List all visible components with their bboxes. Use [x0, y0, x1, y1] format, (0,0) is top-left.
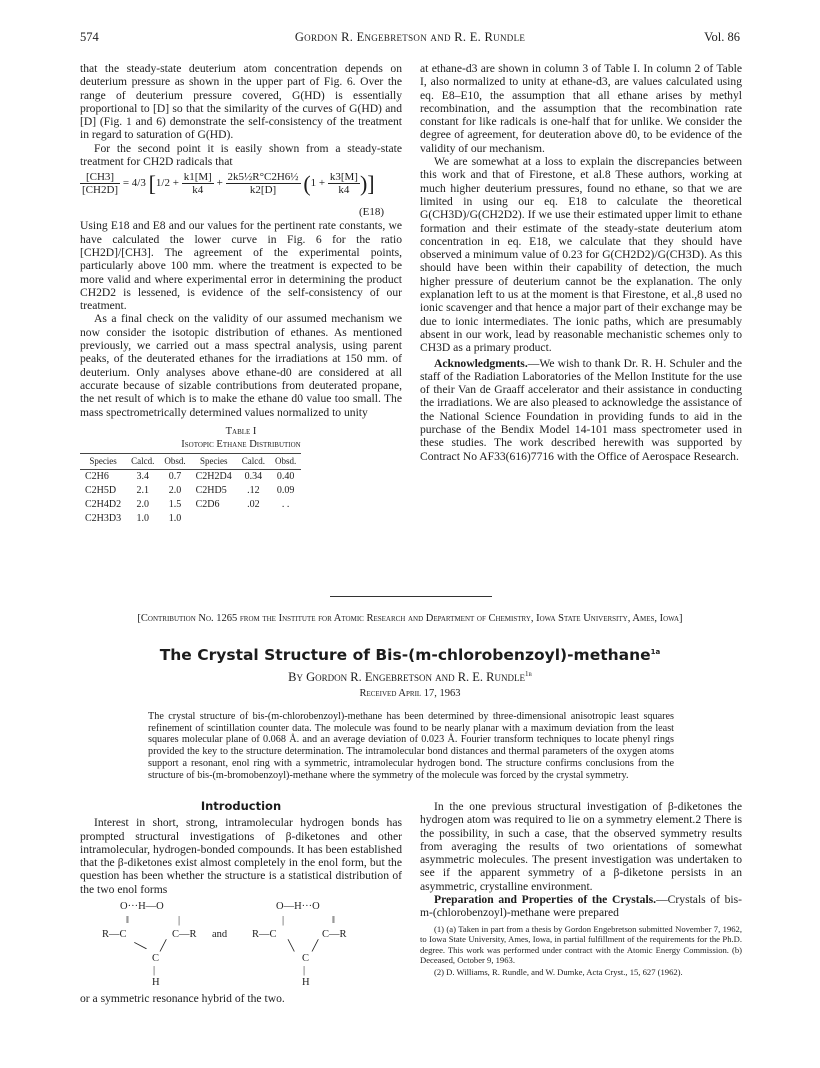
- intro-para-2: or a symmetric resonance hybrid of the two.: [80, 992, 285, 1006]
- volume-label: Vol. 86: [704, 30, 740, 44]
- left-column-top: [80, 62, 402, 526]
- page-number: 574: [80, 30, 99, 44]
- ack-text: —We wish to thank Dr. R. H. Schuler and the staff of the Radiation Laboratories of the Mellon Institute for the use of their Van de Graaff accelerator and their assistance in conducting the irradiations. We are also pleased to acknowledge the assistance of the National Science Foundation in providing funds to aid in the purchase of the Bendix Model 14-101 mass spectrometer used in these studies. The work described herewith was supported by Contract No AF33(616)7716 with the Office of Aerospace Research.: [420, 356, 742, 463]
- article-title: The Crystal Structure of Bis-(m-chlorobenzoyl)-methane$^{1a}$: [159, 646, 661, 664]
- intro-heading: Introduction: [200, 799, 282, 813]
- left-para-3: Using E18 and E8 and our values for the pertinent rate constants, we have calculated the lower curve in Fig. 6 for the ratio [CH2D]/[CH3]. The agreement of the experimental points, particularly above 100 mm. where the treatment is expected to be more valid and where experimental error in determining the product CH2D2 is lessened, is evidence of the self-consistency of our treatment.: [80, 219, 402, 313]
- equation-e18: $\frac{[CH3]}{[CH2D]}$ = 4/3 [1/2 + $\frac{k1[M]}{k4}$ + $\frac{\text{2k5½R°C2H6½}}{k2[D]}$ (1 + $\frac{k3[M]}{k4}$ )] (E18): [82, 171, 384, 219]
- right-column-bottom: [420, 800, 742, 978]
- article-byline: By Gordon R. Engebretson and R. E. Rundle$^{1b}$: [288, 670, 532, 685]
- left-para-1: that the steady-state deuterium atom concentration depends on deuterium pressure as shown in the upper part of Fig. 6. Over the range of deuterium pressure covered, G(HD) is essentially proportional to [D] so that the similarity of the curves of G(HD) and [D] (Fig. 1 and 6) demonstrate the self-consistency of the treatment in regard to saturation of G(HD).: [80, 62, 402, 142]
- eq-term2: $\frac{k1[M]}{k4}$: [183, 171, 212, 197]
- eq-coef: 4/3: [131, 177, 146, 190]
- intro-para-1: Interest in short, strong, intramolecular hydrogen bonds has prompted structural investigations of β-diketones and other intramolecular, hydrogen-bonded compounds. It has been established that the β-diketones exist almost completely in the enol form, but the question has been whether the structure is a statistical distribution of the two enol forms: [80, 816, 402, 896]
- equation-number: (E18): [358, 206, 384, 219]
- prep-heading: Preparation and Properties of the Crystals.: [434, 893, 657, 907]
- right-para-2: We are somewhat at a loss to explain the discrepancies between this work and that of Firestone, et al.8 These authors, working at much higher deuterium pressures, found no ethane, so that we are limited in using our eq. E18 to calculate the theoretical G(CH3D)/G(CH2D2). If we use their estimated upper limit to ethane formation and their estimate of the steady-state deuterium atom concentration in eq. E18, we calculate that they should have observed a minimum value of 0.23 for G(CH2D2)/G(CH3D). As this should have been within their capability of detection, the much higher pressure of deuterium cannot be the explanation. The only explanation left to us at the moment is that Firestone, et al.,8 used no ionic scavenger and that hence a major part of their exchange may be due to ionic intermediates. The ionic paths, which are presumably absent in our work, lead by reasonable mechanistic schemes only to CH3D as a primary product.: [420, 155, 742, 355]
- right-lower-para-1: In the one previous structural investigation of β-diketones the hydrogen atom was required to lie on a symmetry element.2 There is the possibility, in such a case, that the observed symmetry results from averaging the results of two orientations of somewhat asymmetric molecules. The present investigation was undertaken to see if the apparent symmetry of a β-diketone persists in an asymmetric, crystalline environment.: [420, 800, 742, 893]
- table-1: [80, 425, 402, 526]
- enol-structures: O···H—O ‖ | R—C C—R ╲ ╱ C | H and O—H···O | ‖ R—C C—R ╲ ╱ C | H: [102, 901, 347, 989]
- preparation-para: Preparation and Properties of the Crystals.—Crystals of bis-m-(chlorobenzoyl)-methane were prepared: [420, 893, 742, 920]
- ack-heading: Acknowledgments.: [434, 356, 528, 370]
- left-para-4: As a final check on the validity of our assumed mechanism we now consider the isotopic distribution of ethanes. As mentioned previously, we carried out a mass spectral analysis, using parent peaks, of the deuterated ethanes for the irradiations at 150 mm. of deuterium. Only analyses above ethane-d0 are considered at all accurate because of sizable contributions from deuterated propane, the net result of which is to make the ethane d0 value too small. The mass spectrometrically determined values normalized to unity: [80, 312, 402, 419]
- table-row: C2H3D3 1.0 1.0: [85, 513, 182, 525]
- section-divider: [330, 596, 492, 597]
- table-title: Isotopic Ethane Distribution: [181, 438, 301, 450]
- right-column-top: [420, 62, 742, 463]
- eq-term3: $\frac{\text{2k5½R°C2H6½}}{k2[D]}$: [227, 171, 299, 197]
- table-row: C2H4D2 2.0 1.5 C2D6 .02 . .: [85, 499, 290, 511]
- eq-lhs: $\frac{[CH3]}{[CH2D]}$: [82, 171, 119, 197]
- acknowledgments: [420, 357, 742, 463]
- running-authors: Gordon R. Engebretson and R. E. Rundle: [294, 30, 526, 44]
- table-row: C2H5D 2.1 2.0 C2HD5 .12 0.09: [85, 485, 295, 497]
- table-number: Table I: [225, 425, 257, 437]
- received-date: Received April 17, 1963: [359, 688, 461, 699]
- running-header: [80, 30, 740, 50]
- table-header-row: Species Calcd. Obsd. Species Calcd. Obsd.: [80, 453, 301, 469]
- eq-inner2: $\frac{k3[M]}{k4}$: [329, 171, 358, 197]
- footnote-1: (1) (a) Taken in part from a thesis by Gordon Engebretson submitted November 7, 1962, to Iowa State University, Ames, Iowa, in partial fulfillment of the requirements for the Ph.D. degree. This work was performed under contract with the Atomic Energy Commission. (b) Deceased, October 9, 1963.: [420, 923, 742, 966]
- table-row: C2H6 3.4 0.7 C2H2D4 0.34 0.40: [85, 471, 295, 483]
- left-para-2: For the second point it is easily shown from a steady-state treatment for CH2D radicals that: [80, 141, 402, 169]
- right-para-1: at ethane-d3 are shown in column 3 of Table I. In column 2 of Table I, also normalized to unity at ethane-d3, are values calculated using eq. E8–E10, the assumption that all ethane arises by methyl recombination, and the assumption that the recombination rate constant for like radicals is one-half that for unlike. We consider the degree of agreement, for deuteration above d0, to be evidence of the validity of our mechanism.: [420, 62, 742, 155]
- footnotes: [420, 924, 742, 978]
- contribution-line: [Contribution No. 1265 from the Institute for Atomic Research and Department of Chemistry, Iowa State University, Ames, Iowa]: [137, 613, 683, 624]
- footnote-2: (2) D. Williams, R. Rundle, and W. Dumke, Acta Cryst., 15, 627 (1962).: [434, 966, 683, 977]
- isotopic-table: [80, 453, 301, 526]
- enol-and: and: [212, 929, 228, 941]
- left-column-bottom: [80, 800, 402, 1005]
- abstract: The crystal structure of bis-(m-chlorobenzoyl)-methane has been determined by three-dimensional anisotropic least squares refinement of scintillation counter data. The molecule was found to be nearly planar with a maximum deviation from the least squares molecular plane of 0.068 Å. and an average deviation of 0.023 Å. Fourier transform techniques to locate phenyl rings provided the key to the structure determination. The intramolecular bond distances and thermal parameters of the oxygen atoms support a resonant, enol ring with a symmetric, intramolecular hydrogen bond. The structure confirms conclusions from the structure of bis-(m-bromobenzoyl)-methane where the symmetry of the molecule was forced by the crystal symmetry.: [148, 711, 674, 781]
